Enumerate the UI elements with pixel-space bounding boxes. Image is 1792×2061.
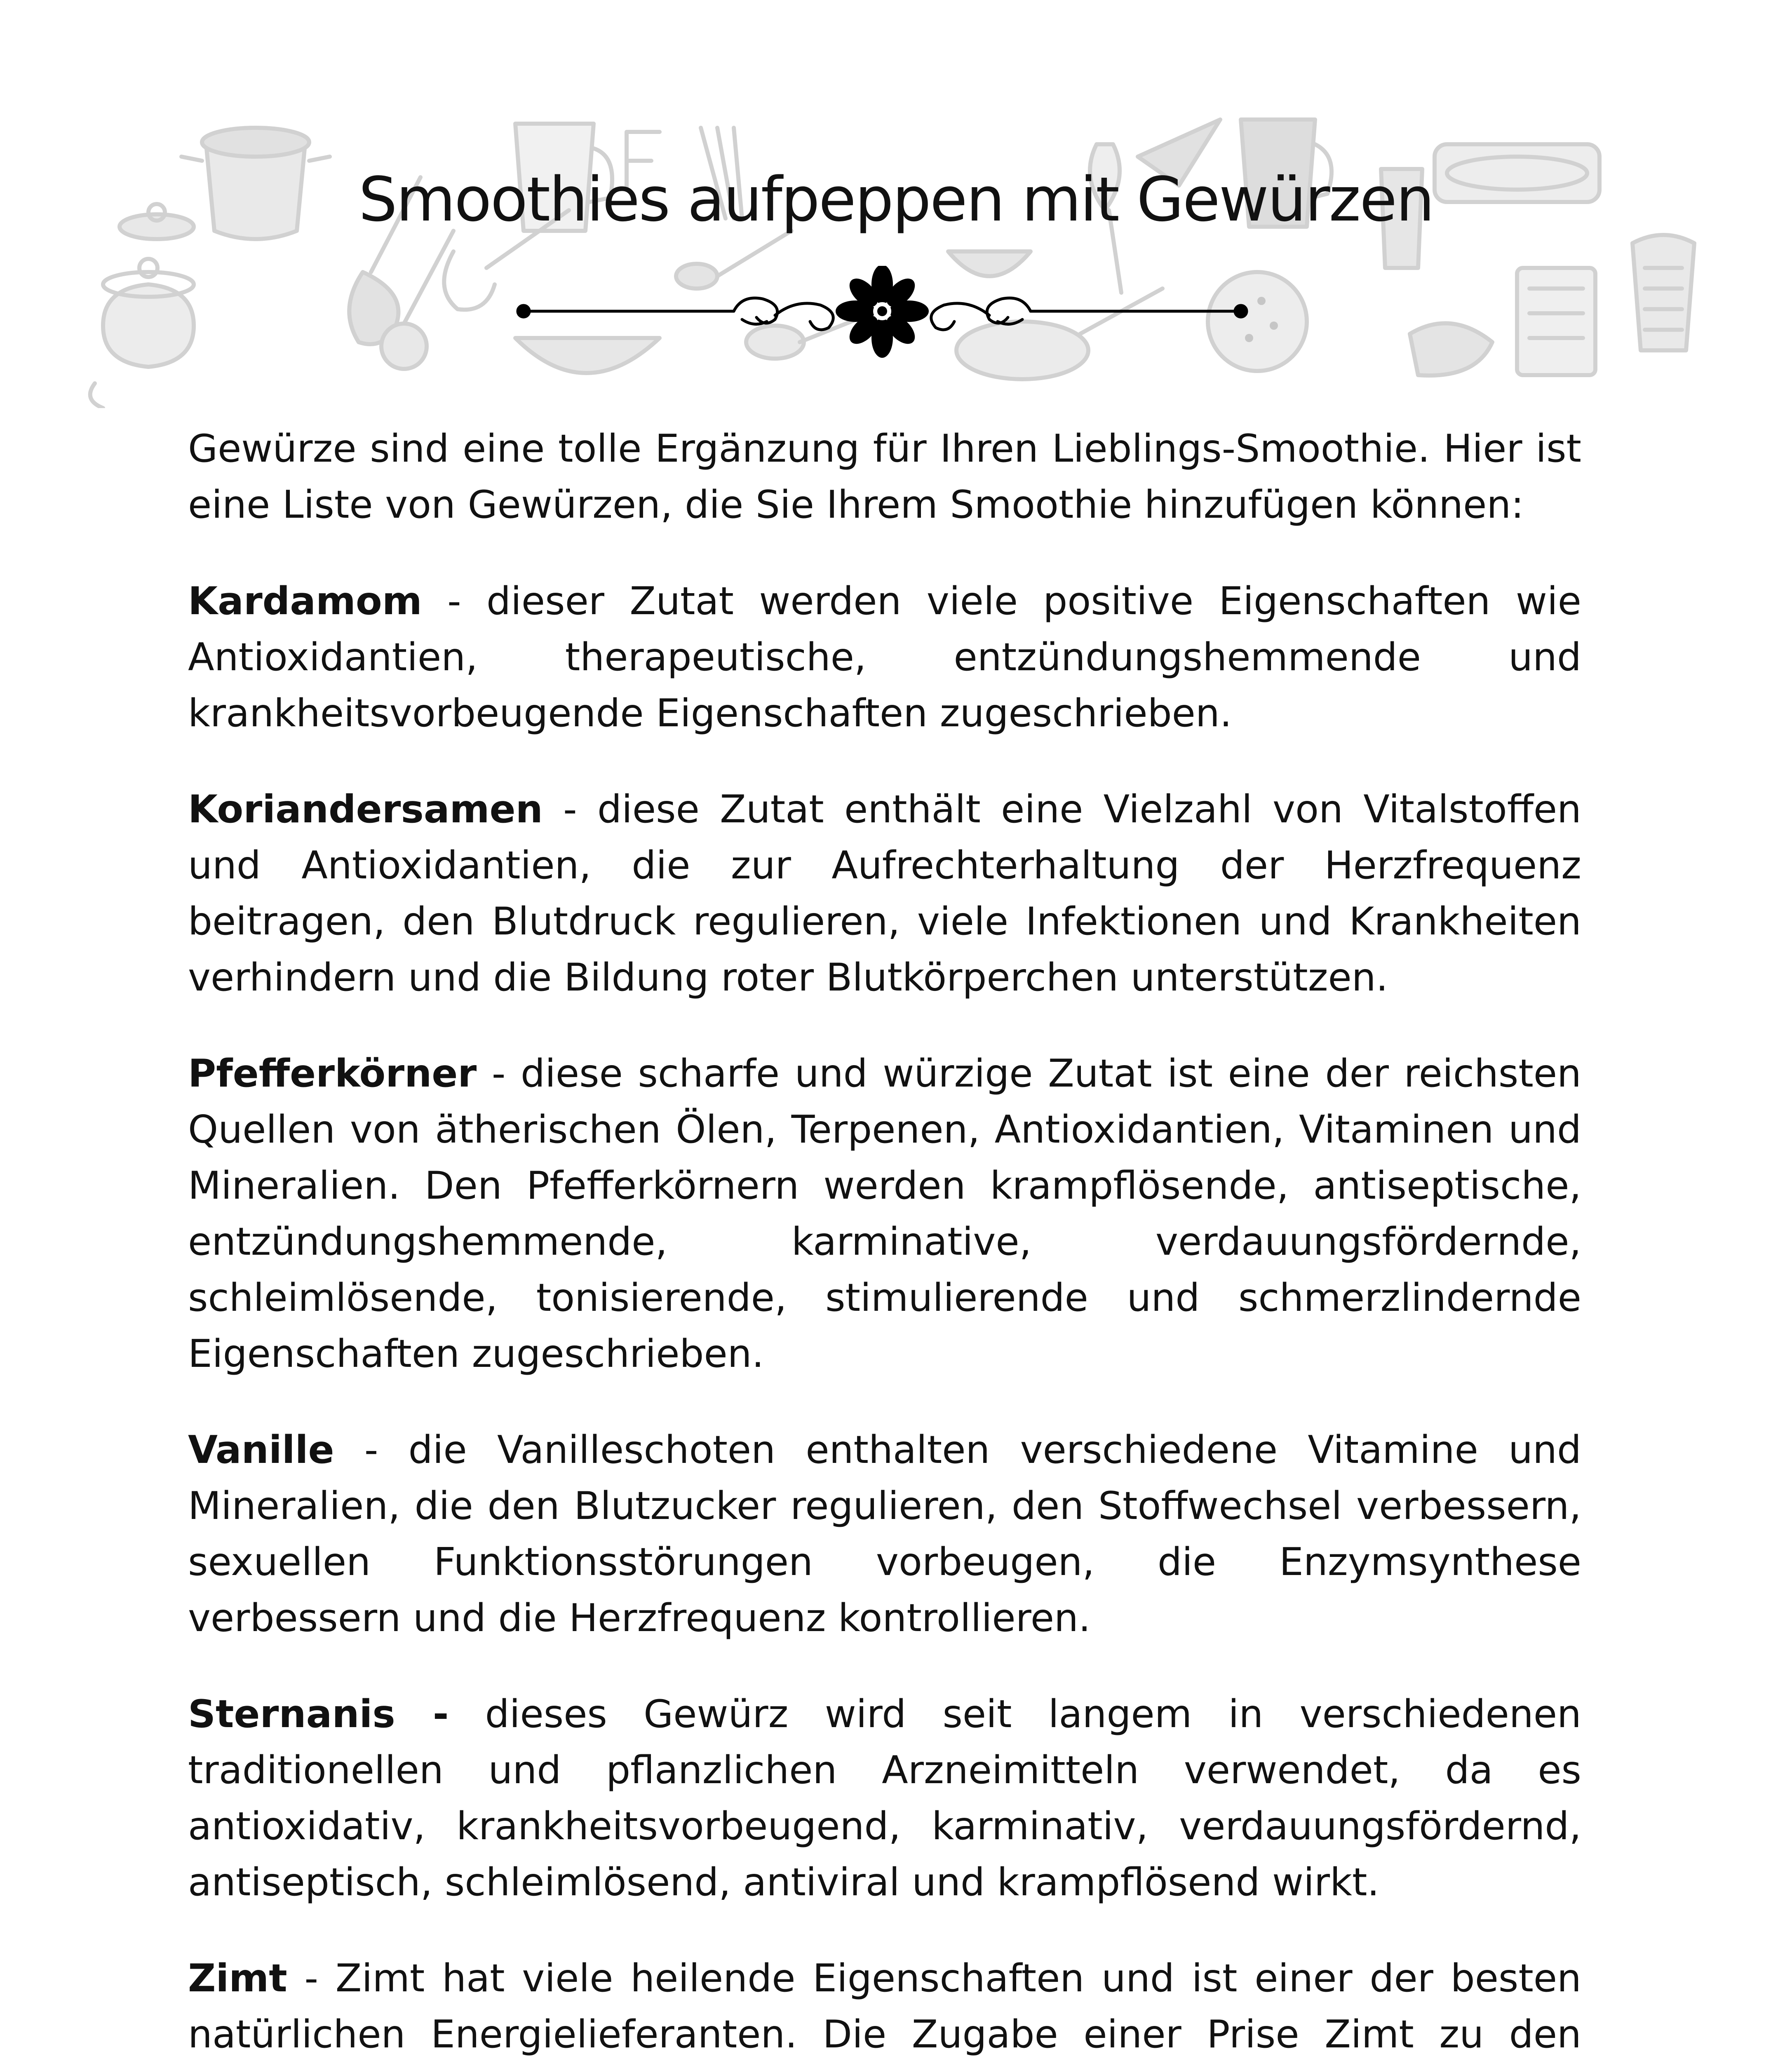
flower-ornament-icon [511,266,1253,361]
spice-description: - die Vanilleschoten enthalten verschiedene Vitamine und Mineralien, die den Blutzucker regulieren, den Stoffwechsel verbessern, sexuellen Funktionsstörungen vorbeugen, die Enzymsynthese verbessern und die Herzfrequenz kontrollieren. [188,1427,1581,1640]
spice-description: dieses Gewürz wird seit langem in verschiedenen traditionellen und pflanzlichen Arzneimitteln verwendet, da es antioxidativ, krankheitsvorbeugend, karminativ, verdauungsfördernd, antiseptisch, schleimlösend, antiviral und krampflösend wirkt. [188,1692,1581,1904]
spice-name: Sternanis - [188,1692,449,1736]
ornament-divider [511,266,1253,361]
spice-paragraph-pfefferkoerner [188,1045,1581,1382]
spice-paragraph-zimt [188,1950,1581,2061]
spice-paragraph-kardamom [188,573,1581,741]
spice-name: Zimt [188,1956,287,2000]
spice-name: Koriandersamen [188,787,543,831]
kitchen-utensils-illustration-top [0,95,1792,408]
spice-description: - diese Zutat enthält eine Vielzahl von Vitalstoffen und Antioxidantien, die zur Aufrechterhaltung der Herzfrequenz beitragen, den Blutdruck regulieren, viele Infektionen und Krankheiten verhindern und die Bildung roter Blutkörperchen unterstützen. [188,787,1581,1000]
spice-description: - diese scharfe und würzige Zutat ist eine der reichsten Quellen von ätherischen Ölen, Terpenen, Antioxidantien, Vitaminen und Mineralien. Den Pfefferkörnern werden krampflösende, antiseptische, entzündungshemmende, karminative, verdauungsfördernde, schleimlösende, tonisierende, stimulierende und schmerzlindernde Eigenschaften zugeschrieben. [188,1051,1581,1376]
spice-description: - Zimt hat viele heilende Eigenschaften und ist einer der besten natürlichen Energielieferanten. Die Zugabe einer Prise Zimt zu den [188,1956,1581,2056]
spice-name: Vanille [188,1427,334,1472]
spice-name: Kardamom [188,579,422,623]
kitchen-utensils-illustration [0,95,1792,408]
spice-name: Pfefferkörner [188,1051,477,1096]
spice-paragraph-sternanis [188,1686,1581,1910]
page-title: Smoothies aufpeppen mit Gewürzen [358,164,1434,235]
spice-description: - dieser Zutat werden viele positive Eigenschaften wie Antioxidantien, therapeutische, entzündungshemmende und krankheitsvorbeugende Eigenschaften zugeschrieben. [188,579,1581,735]
spice-paragraph-koriandersamen [188,781,1581,1005]
spice-paragraph-vanille [188,1422,1581,1646]
intro-paragraph: Gewürze sind eine tolle Ergänzung für Ihren Lieblings-Smoothie. Hier ist eine Liste von Gewürzen, die Sie Ihrem Smoothie hinzufügen können: [188,426,1581,527]
article-body [188,420,1581,2061]
